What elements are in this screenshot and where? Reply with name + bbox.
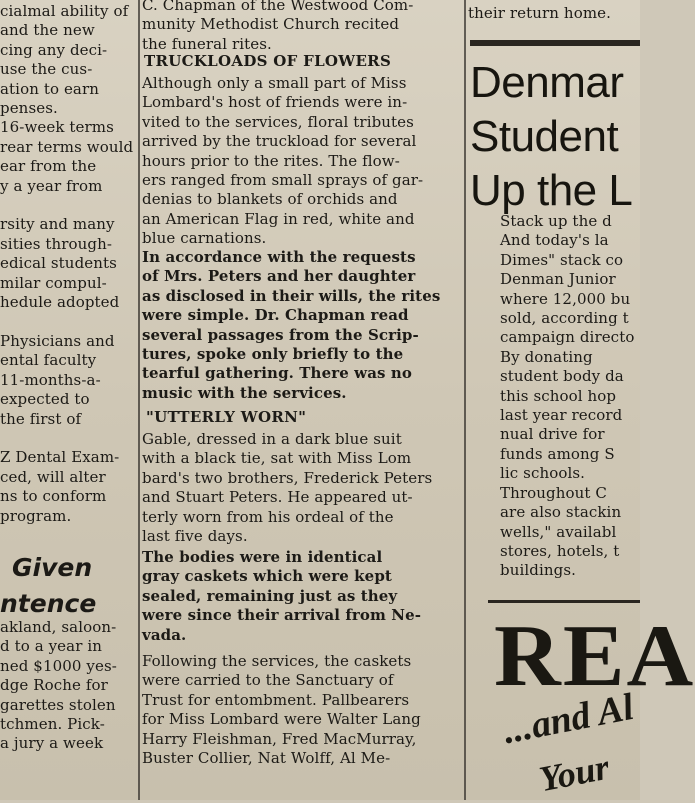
text-line: campaign directo: [500, 328, 635, 347]
text-line: In accordance with the requests: [142, 248, 416, 266]
text-line: sold, according t: [500, 309, 629, 328]
paragraph-gable: [142, 430, 432, 546]
text-line: last year record: [500, 406, 623, 425]
text-line: [0, 196, 133, 215]
text-line: an American Flag in red, white and: [142, 209, 415, 228]
headline-line: Student: [470, 112, 619, 161]
text-line: student body da: [500, 367, 624, 386]
text-line: Dimes" stack co: [500, 250, 624, 269]
text-line: rsity and many: [0, 215, 115, 234]
left-subhead-1: Given: [12, 553, 93, 582]
text-line: ced, will alter: [0, 467, 106, 486]
text-line: Following the services, the caskets: [142, 652, 412, 670]
text-line: [0, 429, 133, 448]
headline-line: Denmar: [470, 58, 624, 107]
text-line: funds among S: [500, 444, 615, 463]
text-line: tchmen. Pick-: [0, 715, 105, 734]
text-line: where 12,000 bu: [500, 289, 631, 308]
article-intro: [142, 0, 413, 54]
text-line: dge Roche for: [0, 676, 108, 695]
text-line: were simple. Dr. Chapman read: [142, 306, 409, 325]
text-line: and Stuart Peters. He appeared ut-: [142, 488, 413, 507]
text-line: nual drive for: [500, 425, 605, 444]
text-line: of Mrs. Peters and her daughter: [142, 267, 416, 286]
text-line: Lombard's host of friends were in-: [142, 93, 408, 112]
text-line: tearful gathering. There was no: [142, 364, 412, 383]
text-line: bard's two brothers, Frederick Peters: [142, 468, 433, 487]
text-line: are also stackin: [500, 503, 622, 522]
text-line: hours prior to the rites. The flow-: [142, 151, 400, 170]
text-line: Physicians and: [0, 331, 115, 350]
text-line: the first of: [0, 409, 82, 428]
text-line: By donating: [500, 347, 593, 366]
text-line: d to a year in: [0, 637, 102, 656]
denman-article-text: [500, 212, 634, 581]
text-line: music with the services.: [142, 383, 347, 402]
paragraph-requests: [142, 248, 440, 403]
text-line: vited to the services, floral tributes: [142, 112, 414, 131]
text-line: Harry Fleishman, Fred MacMurray,: [142, 729, 417, 748]
paragraph-flowers: [142, 74, 423, 249]
text-line: [0, 313, 133, 332]
left-column-text-2: [0, 618, 117, 754]
headline-line: Up the L: [470, 166, 633, 215]
text-line: were carried to the Sanctuary of: [142, 671, 394, 690]
text-line: sealed, remaining just as they: [142, 586, 398, 605]
middle-column: [142, 0, 464, 800]
text-line: y a year from: [0, 176, 103, 195]
text-line: buildings.: [500, 561, 576, 580]
text-line: denias to blankets of orchids and: [142, 190, 398, 209]
ad-headline: REA: [494, 608, 695, 705]
text-line: munity Methodist Church recited: [142, 15, 400, 34]
text-line: this school hop: [500, 386, 617, 405]
text-line: 16-week terms: [0, 118, 114, 137]
text-line: Although only a small part of Miss: [142, 74, 407, 92]
text-line: edical students: [0, 254, 117, 273]
text-line: vada.: [142, 625, 187, 644]
text-line: akland, saloon-: [0, 618, 117, 636]
column-rule-1: [138, 0, 140, 800]
text-line: ear from the: [0, 157, 97, 176]
text-line: ns to conform: [0, 487, 107, 506]
text-line: as disclosed in their wills, the rites: [142, 286, 441, 305]
text-line: several passages from the Scrip-: [142, 325, 419, 344]
text-line: C. Chapman of the Westwood Com-: [142, 0, 414, 14]
subheading-truckloads: TRUCKLOADS OF FLOWERS: [144, 52, 392, 70]
text-line: with a black tie, sat with Miss Lom: [142, 449, 412, 468]
headline-rule: [470, 40, 640, 46]
text-line: tures, spoke only briefly to the: [142, 345, 404, 364]
text-line: program.: [0, 506, 72, 525]
text-line: expected to: [0, 390, 90, 409]
column-rule-2: [464, 0, 466, 800]
text-line: rear terms would: [0, 137, 134, 156]
text-line: 11-months-a-: [0, 370, 101, 389]
text-line: ation to earn: [0, 79, 100, 98]
text-line: wells," availabl: [500, 522, 617, 541]
text-line: use the cus-: [0, 60, 93, 79]
ad-script-line-2: Your: [536, 746, 613, 800]
text-line: gray caskets which were kept: [142, 567, 392, 586]
text-line: were since their arrival from Ne-: [142, 606, 422, 625]
subheading-utterly-worn: "UTTERLY WORN": [146, 408, 307, 426]
headline-denman: [470, 56, 632, 218]
text-line: the funeral rites.: [142, 34, 272, 53]
text-line: a jury a week: [0, 734, 104, 753]
text-line: cialmal ability of: [0, 2, 129, 20]
text-line: and the new: [0, 21, 95, 40]
text-line: garettes stolen: [0, 695, 116, 714]
text-line: Gable, dressed in a dark blue suit: [142, 430, 402, 448]
right-top-line: their return home.: [468, 4, 611, 22]
text-line: sities through-: [0, 234, 113, 253]
text-line: Stack up the d: [500, 212, 612, 230]
left-column-text: [0, 2, 133, 526]
text-line: milar compul-: [0, 273, 107, 292]
text-line: stores, hotels, t: [500, 541, 620, 560]
text-line: The bodies were in identical: [142, 548, 383, 566]
text-line: Trust for entombment. Pallbearers: [142, 690, 410, 709]
text-line: cing any deci-: [0, 40, 108, 59]
left-column: [0, 0, 138, 800]
paragraph-caskets: [142, 548, 421, 645]
ad-script-line-1: ...and Al: [499, 685, 638, 753]
text-line: for Miss Lombard were Walter Lang: [142, 710, 421, 729]
text-line: lic schools.: [500, 464, 586, 483]
text-line: ned $1000 yes-: [0, 656, 117, 675]
text-line: Throughout C: [500, 483, 607, 502]
text-line: Z Dental Exam-: [0, 448, 120, 467]
text-line: ers ranged from small sprays of gar-: [142, 171, 424, 190]
paragraph-pallbearers: [142, 652, 421, 768]
text-line: Buster Collier, Nat Wolff, Al Me-: [142, 749, 391, 768]
text-line: Denman Junior: [500, 270, 616, 289]
text-line: terly worn from his ordeal of the: [142, 507, 394, 526]
text-line: ental faculty: [0, 351, 97, 370]
text-line: And today's la: [500, 231, 609, 250]
text-line: blue carnations.: [142, 229, 267, 248]
left-subhead-2: ntence: [0, 589, 97, 618]
text-line: last five days.: [142, 527, 248, 546]
text-line: arrived by the truckload for several: [142, 132, 417, 151]
text-line: hedule adopted: [0, 293, 120, 312]
text-line: penses.: [0, 99, 58, 118]
